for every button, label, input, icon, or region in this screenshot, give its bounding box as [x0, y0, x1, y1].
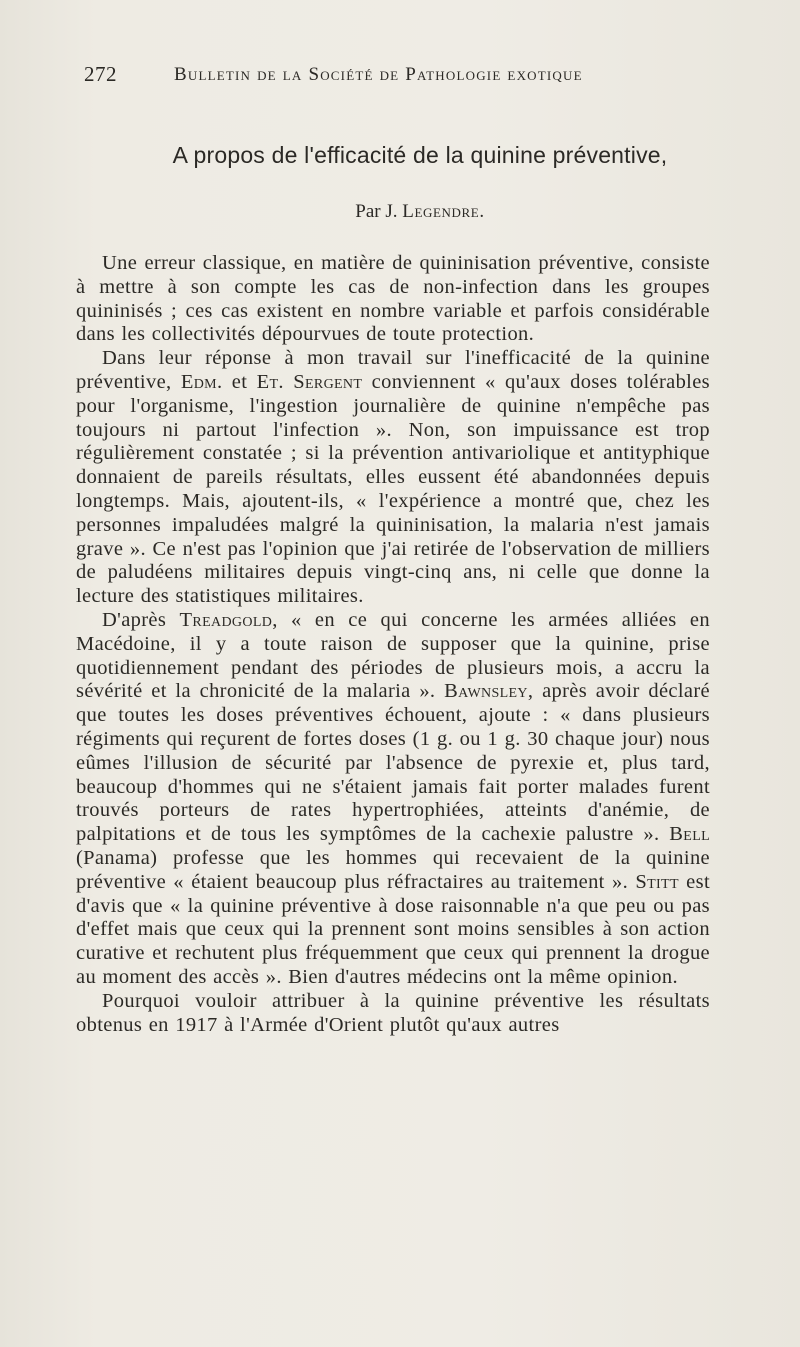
text-run: Dans leur réponse à mon travail sur l'inefficacité de la quinine préventive, — [76, 347, 710, 393]
page-header — [84, 62, 724, 92]
author-name: Et. Sergent — [256, 370, 363, 393]
text-run: après avoir déclaré que toutes les doses préventives échouent, ajoute : « dans plusieurs régiments qui reçurent de fortes doses (1 g. ou 1 g. 30 chaque jour) nous eûmes l'illusion de sécurité par l'absence de pyrexie et, plus tard, beaucoup d'hommes qui ne s'étaient jamais fait porter malades furent trouvés porteurs de rates hypertrophiées, atteints d'anémie, de palpitations et de tous les symptômes de la cachexie palustre ». — [76, 680, 710, 846]
author-name: Treadgold, — [179, 608, 278, 631]
paragraph-1: Une erreur classique, en matière de quininisation préventive, consiste à mettre à son compte les cas de non-infection dans les groupes quininisés ; ces cas existent en nombre variable et parfois considérable dans les collectivités dépourvues de toute protection. — [76, 252, 710, 346]
paragraph-4: Pourquoi vouloir attribuer à la quinine préventive les résultats obtenus en 1917 à l'Armée d'Orient plutôt qu'aux autres — [76, 989, 710, 1036]
text-run: est d'avis que « la quinine préventive à dose raisonnable n'a que peu ou pas d'effet mais que ceux qui la prennent sont moins sensibles à son action curative et rechutent plus fréquemment que ceux qui prennent la drogue au moment des accès ». Bien d'autres médecins ont la même opinion. — [76, 870, 710, 988]
text-run: (Panama) professe que les hommes qui recevaient de la quinine préventive « étaient beaucoup plus réfractaires au traitement ». — [76, 846, 710, 893]
text-run: et — [231, 370, 248, 393]
running-title: Bulletin de la Société de Pathologie exotique — [174, 64, 583, 85]
byline-author: Legendre. — [402, 201, 485, 222]
author-name: Bawnsley, — [444, 680, 534, 703]
author-name: Bell — [669, 823, 710, 846]
author-name: Stitt — [635, 870, 679, 893]
article-body — [76, 252, 710, 1037]
text-run: « en ce qui concerne les armées alliées en Macédoine, il y a toute raison de supposer que la quinine, prise quotidiennement pendant des périodes de plusieurs mois, a accru la sévérité et la chronicité de la malaria ». — [76, 608, 710, 703]
article-title: A propos de l'efficacité de la quinine préventive, — [172, 142, 668, 168]
text-run: conviennent « qu'aux doses tolérables pour l'organisme, l'ingestion journalière de quinine n'empêche pas toujours ni partout l'infection ». Non, son impuissance est trop régulièrement constatée ; si la prévention antivariolique et antityphique donnaient de pareils résultats, elles eussent été abandonnées depuis longtemps. Mais, ajoutent-ils, « l'expérience a montré que, chez les personnes impaludées malgré la quininisation, la malaria n'est jamais grave ». Ce n'est pas l'opinion que j'ai retirée de l'observation de milliers de paludéens militaires depuis vingt-cinq ans, ni celle que donne la lecture des statistiques militaires. — [76, 370, 710, 608]
page-number: 272 — [84, 62, 117, 86]
author-name: Edm. — [180, 370, 223, 393]
byline-prefix: Par J. — [355, 201, 398, 222]
article-byline — [0, 201, 800, 223]
text-run: D'après — [102, 608, 167, 631]
paragraph-2 — [76, 347, 710, 609]
paragraph-3 — [76, 609, 710, 990]
